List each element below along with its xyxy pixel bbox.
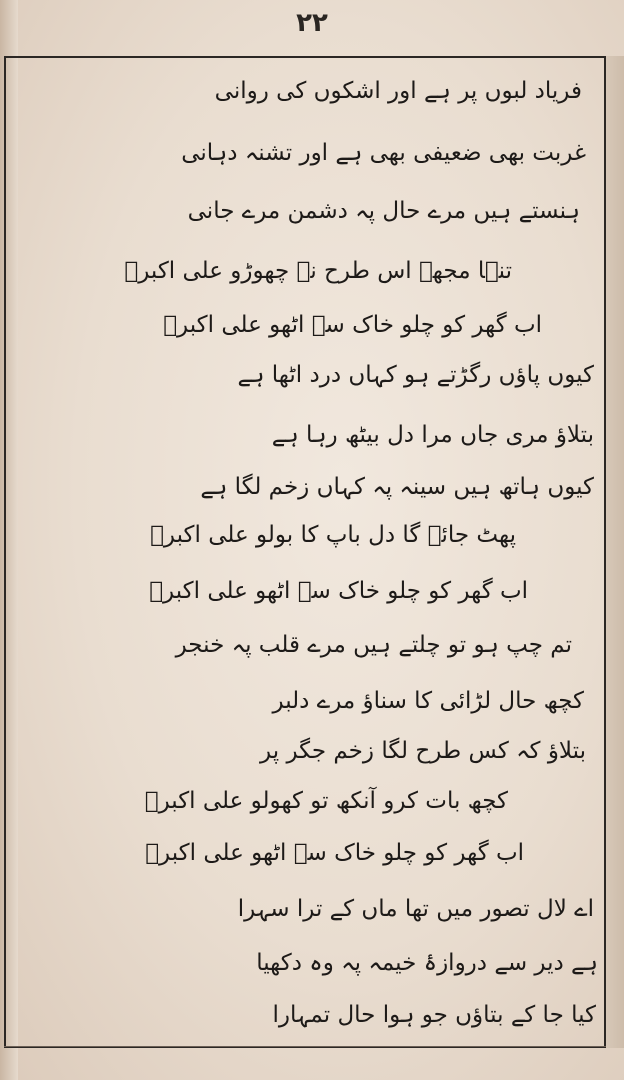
poem-line: ہے دیر سے دروازۂ خیمہ پہ وہ دکھیا (256, 950, 598, 976)
bottom-rule (4, 1046, 606, 1047)
poem-line: اب گھر کو چلو خاک سے اٹھو علی اکبرؑ (163, 312, 542, 338)
poem-line: کچھ بات کرو آنکھ تو کھولو علی اکبرؑ (144, 788, 508, 814)
poem-line: پھٹ جائے گا دل باپ کا بولو علی اکبرؑ (150, 522, 516, 548)
poem-line: ہنستے ہیں مرے حال پہ دشمن مرے جانی (187, 198, 580, 224)
poem-line: تنہا مجھے اس طرح نہ چھوڑو علی اکبرؑ (124, 258, 512, 284)
poem-line: بتلاؤ مری جاں مرا دل بیٹھ رہا ہے (271, 422, 594, 448)
poem-line: بتلاؤ کہ کس طرح لگا زخم جگر پر (260, 738, 586, 764)
poem-line: فریاد لبوں پر ہے اور اشکوں کی روانی (214, 78, 582, 104)
poem-line: تم چپ ہو تو چلتے ہیں مرے قلب پہ خنجر (175, 632, 572, 658)
poem-line: اب گھر کو چلو خاک سے اٹھو علی اکبرؑ (149, 578, 528, 604)
poem-line: کیوں پاؤں رگڑتے ہو کہاں درد اٹھا ہے (237, 362, 594, 388)
poem-line: کیوں ہاتھ ہیں سینہ پہ کہاں زخم لگا ہے (200, 474, 594, 500)
poem-line: غربت بھی ضعیفی بھی ہے اور تشنہ دہانی (181, 140, 586, 166)
poem-line: اب گھر کو چلو خاک سے اٹھو علی اکبرؑ (145, 840, 524, 866)
poem-line: کچھ حال لڑائی کا سناؤ مرے دلبر (272, 688, 584, 714)
poem-line: کیا جا کے بتاؤں جو ہوا حال تمہارا (272, 1002, 596, 1028)
poem-line: اے لال تصور میں تھا ماں کے ترا سہرا (237, 896, 594, 922)
page-number: ۲۲ (296, 8, 328, 38)
page-edge (606, 56, 624, 1048)
